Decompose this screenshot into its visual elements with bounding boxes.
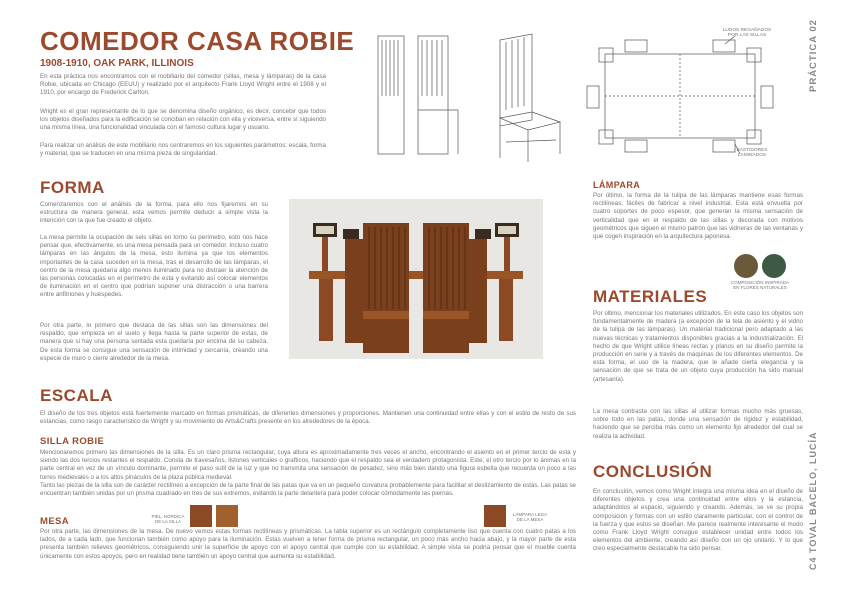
lamp-ornament-photo-2 <box>762 254 786 278</box>
section-lampara-title: LÁMPARA <box>593 180 641 190</box>
conclusion-paragraph: En conclusión, vemos como Wright integra una misma idea en el diseño de diferentes objetos y crea una continuidad entre ellos y la estancia, adaptándolos al espacio, siguiendo y creando. Además, se ve su propia composición y formas con un estilo claramente particular, con el control de la fuerza y que estos se diseñan. Me parece realmente interesante el modo como Frank Lloyd Wright consigue establecer unidad entre todos los elementos del ambiente, creando así diseño con un ojo unitario. Y lo que creo especialmente destacable ha sido pensar. <box>593 488 803 553</box>
table-plan-sketch <box>585 26 775 164</box>
table-leg-photo <box>484 505 506 527</box>
materiales-paragraph-1: Por último, mencionar los materiales utilizados. En este caso los objetos son fundamentalmente de madera (a excepción de la tela de asiento y el vidrio de la tulipa de las lámparas). Un material tradicional pero adaptado a las nuevas técnicas y tratamientos disponibles gracias a la industrialización. El hecho de que Wright utilice líneas rectas y planos en su diseño permite la producción en serie y a través de máquinas de los diferentes elementos. De esta forma, el uso de la madera, que le añade cierta elegancia y la sensación de que se trata de un objeto cuya producción ha sido manual (artesanía). <box>593 310 803 383</box>
side-label-bottom: C4 TOVAL BACELO, LUCÍA <box>808 431 818 570</box>
mesa-paragraph: Por otra parte, las dimensiones de la mesa. De nuevo vemos estas formas rectilíneas y prismáticas. La tabla superior es un rectángulo completamente liso que cuenta con cuatro patas a los lados, de a cada lado, que funcionan también como apoyo para la iluminación. Estas vuelven a tener forma de prisma rectangular, un poco más ancho hacia abajo, y la mayor parte de esta presenta también relieves geométricos, consiguiendo unir la superficie de apoyo con el apoyo central que cumple con su estabilidad. A simple vista se podría pensar que el mueble cuenta únicamente con estos apoyos, pero en realidad tiene también un apoyo central que aumenta su estabilidad. <box>40 528 576 560</box>
chair-leg-photo <box>190 505 212 527</box>
forma-paragraph-3: Por otra parte, lo primero que destaca de las sillas son las dimensiones del respaldo, que empieza en el suelo y llega hasta la parte superior de estas, de manera que si hay una persona sentada esta quedaría por encima de su cabeza. De esta forma se consigue una sensación de intimidad y cercanía, creando una especie de muro o cierre alrededor de la mesa. <box>40 322 268 362</box>
forma-paragraph-1: Comenzaremos con el análisis de la forma, para ello nos fijaremos en su estructura de manera general, esta vemos permite deducir a simple vista la intención con la que fue creado el objeto. <box>40 201 268 225</box>
escala-paragraph: El diseño de los tres objetos está fuertemente marcado en formas prismáticas, de diferentes dimensiones y proporciones. Mantienen una continuidad entre ellas y con el estilo de resto de sus estancias, como rasgo característico de Wright y su movimiento de Arts&Crafts presente en los alrededores de la época. <box>40 410 576 426</box>
dining-room-photo <box>289 199 543 359</box>
page-title: COMEDOR CASA ROBIE <box>40 26 355 56</box>
sketch-note-bottom: BASTIDORES LAMINADOS <box>736 148 768 158</box>
chair-detail-photo <box>216 505 238 527</box>
caption-pata-mesa: LÁMPARA LEGA DE LA MESA <box>512 512 548 522</box>
intro-paragraph-3: Para realizar un análisis de este mobiliario nos centraremos en los siguientes parámetros: escala, forma y material, que se traducen en una misma pieza de singularidad. <box>40 142 326 158</box>
intro-paragraph-1: En esta práctica nos encontramos con el mobiliario del comedor (sillas, mesa y lámparas) de la casa Robie, ubicada en Chicago (EEUU) y realizado por el arquitecto Frank Lloyd Wright entre el 1908 y el 1910, por encargo de Frederick Carlton. <box>40 73 326 97</box>
forma-paragraph-2: La mesa permite la ocupación de seis sillas en torno su perímetro, esto nos hace pensar que, efectivamente, es una mesa pensada para un comedor. Incluso cuatro lámparas en las ángulos de la mesa, esto ilumina ya que los elementos importantes de la casa suceden en la mesa, tras el desarrollo de las lámparas, el centro de la mesa quedaría algo menos iluminado para no distraer la atención de las personas colocadas en el perímetro de esta y evitando así colocar elementos de iluminación en el centro que podrían suponer una distracción o una barrera entre anfitriones y huéspedes. <box>40 234 268 299</box>
mesa-title: MESA <box>40 516 70 527</box>
silla-paragraph-1: Mencionaremos primero las dimensiones de la silla. Es un claro prisma rectangular, cuya altura es aproximadamente tres veces el ancho, encontrando el asiento en el primer tercio de esta y siendo las dos tercios restantes el respaldo. Consta de travesaños, listones verticales o grafticos, haciendo que el respaldo sea el verdadero protagonista. Este, el otro tercio por lo ánimas en la parte central en vez de un vínculo dominante, permite el paso sutil de la luz y que no transmita una sensación de pesadez, sino más bien dando una figura esbelta que recuerda un poco a las torres medievales o a los altos pináculos de la plaza pública medieval. <box>40 449 576 481</box>
side-label-top: PRÁCTICA 02 <box>808 19 819 92</box>
section-forma-title: FORMA <box>40 178 105 197</box>
section-escala-title: ESCALA <box>40 386 113 405</box>
materiales-paragraph-2: La mesa contrasta con las sillas al utilizar formas mucho más gruesas, sobre todo en las patas, donde una sensación de rigidez y estabilidad, haciendo que se perciba más como un elemento fijo alrededor del cual se realiza la actividad. <box>593 408 803 440</box>
silla-paragraph-2: Tanto las piezas de la silla son de carácter rectilíneo a excepción de la parte final de las patas que va en un pequeño curvatura probablemente para facilitar el deslizamiento de estas. Las patas se encuentran también unidas por un prisma cuadrado en tres de sus extremos, evitando la parte delantera para poder colocar cómodamente las piernas. <box>40 482 576 498</box>
section-materiales-title: MATERIALES <box>593 287 708 306</box>
page-subtitle: 1908-1910, OAK PARK, ILLINOIS <box>40 58 194 69</box>
lamp-ornament-photo-1 <box>734 254 758 278</box>
lampara-paragraph: Por último, la forma de la tulipa de las lámparas mantiene esas formas rectilíneas, fáciles de fabricar a nivel industrial. Esta está envuelta por cuatro soportes de poco espesor, que generan la misma sensación de verticalidad que en el respaldo de las sillas y decorada con motivos geométricos que siguen el mismo patrón que las vidrieras de las ventanas y que cogen inspiración en la arquitectura japonesa. <box>593 192 803 241</box>
intro-paragraph-2: Wright es el gran representante de lo que se denomina diseño orgánico, es decir, concebir que todos los objetos diseñados para la edificación se conciban en relación con ella y viceversa, entre sí siguiendo una misma línea, una funcionalidad vinculada con el famoso cultura lugar y usuario. <box>40 108 326 132</box>
section-conclusion-title: CONCLUSIÓN <box>593 462 713 481</box>
silla-title: SILLA ROBIE <box>40 436 105 447</box>
chair-perspective-sketch <box>470 30 576 164</box>
caption-ornamento: COMPOSICIÓN INSPIRADA EN FLORES NATURALES <box>730 280 789 290</box>
caption-pata-silla: PIEL, NÓRDICA DE LA SILLA <box>151 514 185 524</box>
chair-sketch <box>370 26 460 164</box>
sketch-note-top: LUDOS REGAÑADOS POR LAS SILLAS <box>722 28 772 38</box>
